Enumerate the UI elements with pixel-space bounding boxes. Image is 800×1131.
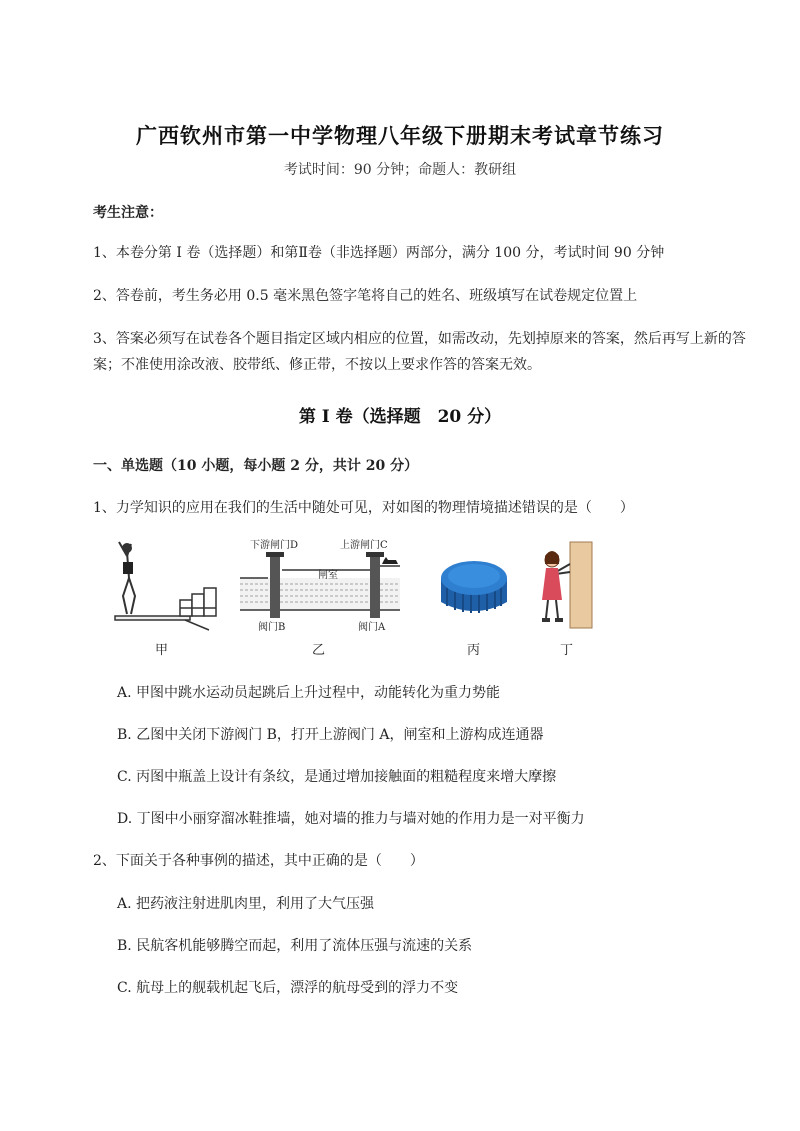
question-2-option-b[interactable]: B. 民航客机能够腾空而起，利用了流体压强与流速的关系 bbox=[117, 938, 473, 954]
diver-figure bbox=[105, 538, 220, 633]
question-2-option-c[interactable]: C. 航母上的舰载机起飞后，漂浮的航母受到的浮力不变 bbox=[117, 980, 459, 996]
bottle-cap-figure bbox=[435, 538, 515, 633]
notice-item-3: 3、答案必须写在试卷各个题目指定区域内相应的位置，如需改动，先划掉原来的答案，然后再写上新的答案；不准使用涂改液、胶带纸、修正带，不按以上要求作答的答案无效。 bbox=[93, 331, 746, 373]
label-valve-b: 阀门B bbox=[258, 622, 286, 633]
section-title: 第 I 卷（选择题 20 分） bbox=[298, 407, 502, 427]
notice-item-2: 2、答卷前，考生务必用 0.5 毫米黑色签字笔将自己的姓名、班级填写在试卷规定位置上 bbox=[93, 288, 638, 304]
question-1-option-a[interactable]: A. 甲图中跳水运动员起跳后上升过程中，动能转化为重力势能 bbox=[117, 685, 501, 701]
question-1-stem: 1、力学知识的应用在我们的生活中随处可见，对如图的物理情境描述错误的是（ ） bbox=[93, 500, 634, 516]
part-heading: 一、单选题（10 小题，每小题 2 分，共计 20 分） bbox=[93, 458, 419, 474]
girl-pushing-wall-figure bbox=[530, 538, 600, 633]
label-gate-d: 下游闸门D bbox=[250, 540, 299, 551]
question-2-option-a[interactable]: A. 把药液注射进肌肉里，利用了大气压强 bbox=[117, 896, 375, 912]
diving-board-icon bbox=[115, 588, 216, 630]
question-1-option-b[interactable]: B. 乙图中关闭下游阀门 B，打开上游阀门 A，闸室和上游构成连通器 bbox=[117, 727, 544, 743]
diver-icon bbox=[119, 542, 135, 614]
label-chamber: 闸室 bbox=[318, 570, 338, 581]
bottle-cap-icon bbox=[441, 561, 507, 613]
figure-label-ding: 丁 bbox=[560, 643, 574, 658]
notice-item-1: 1、本卷分第 I 卷（选择题）和第Ⅱ卷（非选择题）两部分，满分 100 分，考试时间 90 分钟 bbox=[93, 245, 665, 261]
question-1-option-c[interactable]: C. 丙图中瓶盖上设计有条纹，是通过增加接触面的粗糙程度来增大摩擦 bbox=[117, 769, 557, 785]
question-2-stem: 2、下面关于各种事例的描述，其中正确的是（ ） bbox=[93, 853, 424, 869]
boat-icon bbox=[382, 557, 398, 564]
label-gate-c: 上游闸门C bbox=[340, 540, 388, 551]
figure-label-bing: 丙 bbox=[467, 643, 481, 658]
figure-label-jia: 甲 bbox=[155, 643, 169, 658]
question-1-option-d[interactable]: D. 丁图中小丽穿溜冰鞋推墙，她对墙的推力与墙对她的作用力是一对平衡力 bbox=[117, 811, 585, 827]
figure-label-yi: 乙 bbox=[312, 643, 326, 658]
wall-icon bbox=[570, 542, 592, 628]
ship-lock-figure bbox=[230, 538, 410, 633]
girl-icon bbox=[542, 551, 570, 622]
label-valve-a: 阀门A bbox=[358, 622, 386, 633]
notice-heading: 考生注意： bbox=[93, 205, 163, 221]
page-title: 广西钦州市第一中学物理八年级下册期末考试章节练习 bbox=[136, 123, 664, 148]
question-1-figures bbox=[100, 538, 600, 663]
page-subtitle: 考试时间：90 分钟；命题人：教研组 bbox=[283, 162, 517, 178]
